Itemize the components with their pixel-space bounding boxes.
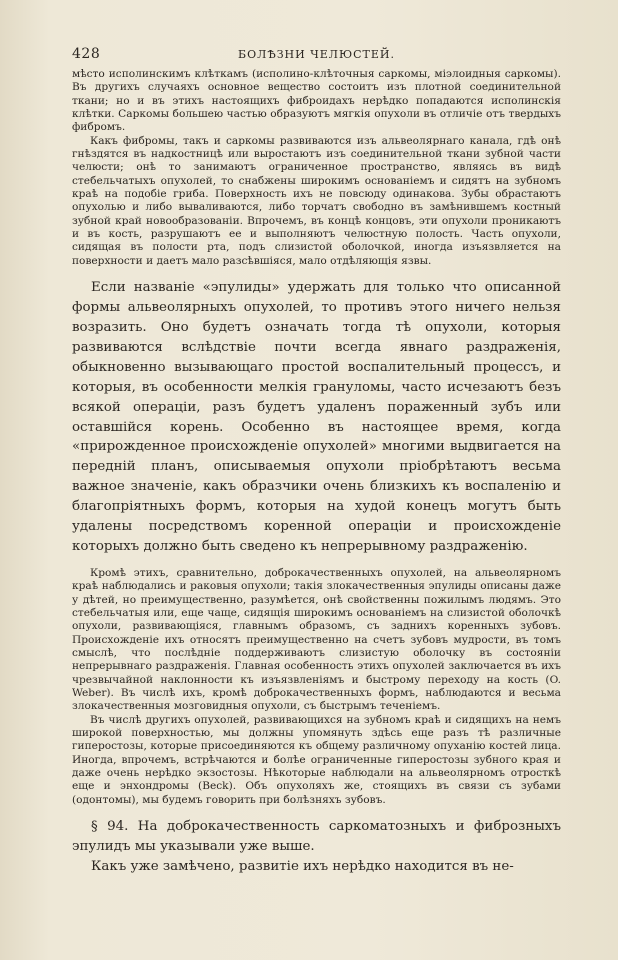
page-header [72,46,561,68]
paragraph-epulis-definition: Если названіе «эпулиды» удержать для только что описанной формы альвеолярныхъ опухолей, то противъ этого ничего нельзя возразить. Оно будетъ означать тогда тѣ опухоли, которыя развиваются вслѣдствіе почти всегда явнаго раздраженія, обыкновенно вызывающаго простой воспалительный процессъ, и которыя, въ особенности мелкія грануломы, часто исчезаютъ безъ всякой операціи, разъ будетъ удаленъ пораженный зубъ или оставшійся корень. Особенно въ настоящее время, когда «прирожденное происхожденіе опухолей» многими выдвигается на передній планъ, описываемыя опухоли пріобрѣтаютъ весьма важное значеніе, какъ образчики очень близкихъ къ воспаленію и благопріятныхъ формъ, которыя на худой конецъ могутъ быть удалены посредствомъ коренной операціи и происхожденіе которыхъ должно быть сведено къ непрерывному раздраженію. [72,280,561,554]
running-title: БОЛѢЗНИ ЧЕЛЮСТЕЙ. [238,48,395,61]
paragraph-last-line: Какъ уже замѣчено, развитіе ихъ нерѣдко находится въ не- [91,858,514,874]
page-number: 428 [72,46,101,62]
section-94-heading: § 94. На доброкачественность саркоматозныхъ и фиброзныхъ эпулидъ мы указывали уже выше. [72,819,561,854]
paragraph-fibroma-origin: Какъ фибромы, такъ и саркомы развиваются изъ альвеолярнаго канала, гдѣ онѣ гнѣздятся въ надкостницѣ или выростаютъ изъ соединительной ткани зубной части челюсти; онѣ то занимаютъ ограниченное пространство, являясь въ видѣ стебельчатыхъ опухолей, то снабжены широкимъ основаніемъ и сидятъ на зубномъ краѣ на подобіе гриба. Поверхность ихъ не повсюду одинакова. Зубы обрастаютъ опухолью и либо вываливаются, либо торчатъ свободно въ замѣнившемъ костный зубной край новообразованіи. Впрочемъ, въ концѣ концовъ, эти опухоли проникаютъ и въ кость, разрушаютъ ее и выполняютъ челюстную полость. Часть опухоли, сидящая въ полости рта, подъ слизистой оболочкой, иногда изъязвляется на поверхности и даетъ мало разсѣвшіяся, мало отдѣляющія язвы. [72,134,561,267]
spacer [72,268,561,278]
paragraph-continuation: мѣсто исполинскимъ клѣткамъ (исполино-клѣточныя саркомы, міэлоидныя саркомы). Въ другихъ случаяхъ основное вещество состоитъ изъ плотной соединительной ткани; но и въ этихъ настоящихъ фиброидахъ нерѣдко попадаются исполинскія клѣтки. Саркомы большею частью образуютъ мягкія опухоли въ отличіе отъ твердыхъ фибромъ. [72,68,561,134]
spacer [72,807,561,817]
paragraph-hyperostosis: Въ числѣ другихъ опухолей, развивающихся на зубномъ краѣ и сидящихъ на немъ широкой поверхностью, мы должны упомянуть здѣсь еще разъ тѣ различные гиперостозы, которые присоединяются къ общему различному опуханію костей лица. Иногда, впрочемъ, встрѣчаются и болѣе ограниченные гиперостозы зубного края и даже очень нерѣдко экзостозы. Нѣкоторые наблюдали на альвеолярномъ отросткѣ еще и энхондромы (Beck). Объ опухоляхъ же, стоящихъ въ связи съ зубами (одонтомы), мы будемъ говорить при болѣзняхъ зубовъ. [72,713,561,806]
paragraph-malignant-epulis: Кромѣ этихъ, сравнительно, доброкачественныхъ опухолей, на альвеолярномъ краѣ наблюдались и раковыя опухоли; такія злокачественныя эпулиды описаны даже у дѣтей, но преимущественно, разумѣется, онѣ свойственны пожилымъ людямъ. Это стебельчатыя или, еще чаще, сидящія широкимъ основаніемъ на слизистой оболочкѣ опухоли, развивающіяся, главнымъ образомъ, съ заднихъ коренныхъ зубовъ. Происхожденіе ихъ относятъ преимущественно на счетъ зубовъ мудрости, въ томъ смыслѣ, что послѣдніе поддерживаютъ слизистую оболочку въ состояніи непрерывнаго раздраженія. Главная особенность этихъ опухолей заключается въ ихъ чрезвычайной наклонности къ изъязвленіямъ и быстрому переходу на кость (O. Weber). Въ числѣ ихъ, кромѣ доброкачественныхъ формъ, наблюдаются и весьма злокачественныя мозговидныя опухоли, съ быстрымъ теченіемъ. [72,566,561,713]
spacer [72,557,561,567]
